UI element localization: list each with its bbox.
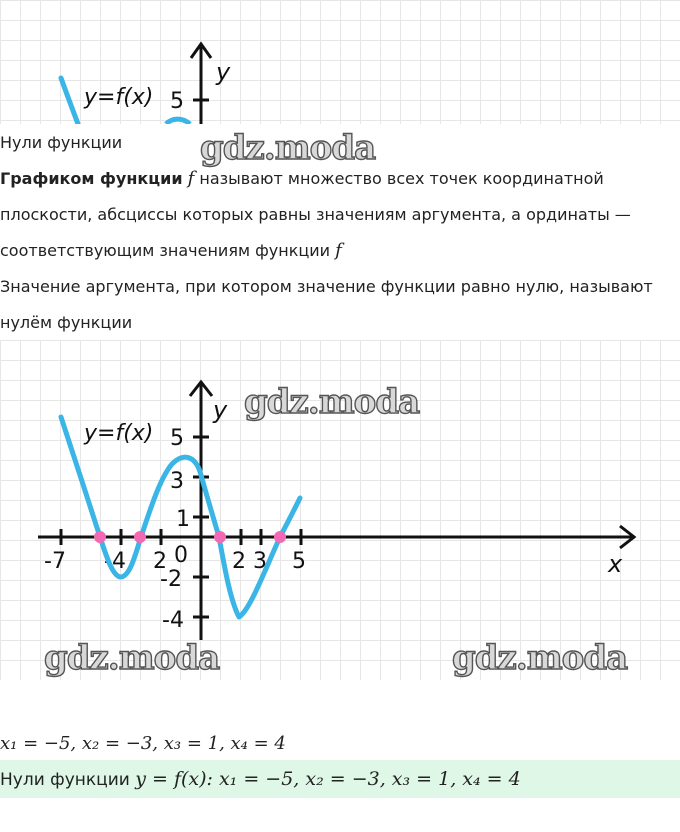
x-tick-label-minus-7: -7: [44, 549, 66, 574]
x-tick-label-2: 2: [232, 549, 246, 574]
answer-formula: y = f(x): x₁ = −5, x₂ = −3, x₃ = 1, x₄ = 4: [135, 768, 521, 790]
function-label: y=f(x): [84, 421, 154, 446]
y-axis-label: y: [213, 396, 228, 424]
zero-definition-line-1: Значение аргумента, при котором значение функции равно нулю, называют: [0, 277, 653, 296]
definition-line-3: [0, 233, 342, 269]
y-tick-label-minus-2: -2: [160, 567, 182, 592]
y-tick-label: 5: [170, 89, 184, 114]
y-axis-label: y: [216, 58, 231, 86]
y-tick-label-1: 1: [176, 507, 190, 532]
definition-line-3-text: соответствующим значениям функции: [0, 241, 331, 260]
zero-definition-line-2: нулём функции: [0, 313, 133, 332]
watermark: gdz.moda: [44, 638, 220, 678]
solution-formula: x₁ = −5, x₂ = −3, x₃ = 1, x₄ = 4: [0, 733, 286, 754]
x-tick-label-5: 5: [292, 549, 306, 574]
zero-point-3: [214, 531, 226, 543]
section-heading: Нули функции: [0, 133, 123, 152]
definition-line-1: [0, 161, 604, 197]
answer-label: Нули функции: [0, 770, 130, 790]
function-graph: [0, 340, 680, 680]
function-curve-peak: [166, 119, 190, 124]
function-curve: [61, 78, 78, 124]
y-tick-label-minus-4: -4: [162, 608, 184, 633]
x-tick-label-0: 0: [174, 543, 188, 568]
definition-bold: Графиком функции: [0, 169, 183, 188]
symbol-f-2: f: [335, 240, 342, 261]
zero-point-4: [274, 531, 286, 543]
watermark: gdz.moda: [452, 638, 628, 678]
x-axis-label: x: [608, 550, 623, 578]
graph-preview-svg: [0, 0, 680, 124]
watermark: gdz.moda: [244, 382, 420, 422]
y-tick-label-3: 3: [170, 469, 184, 494]
watermark: gdz.moda: [200, 128, 376, 168]
symbol-f: f: [187, 168, 195, 189]
answer-box: [0, 760, 680, 798]
x-tick-label-3: 3: [253, 549, 267, 574]
x-tick-label-2-left: 2: [153, 549, 167, 574]
zero-point-1: [94, 531, 106, 543]
answer-line: [0, 761, 521, 798]
graph-preview: [0, 0, 680, 124]
y-tick-label-5: 5: [170, 426, 184, 451]
definition-rest: называют множество всех точек координатной: [199, 169, 604, 188]
zero-point-2: [134, 531, 146, 543]
function-label: y=f(x): [84, 85, 154, 110]
definition-line-2: плоскости, абсциссы которых равны значениям аргумента, а ординаты —: [0, 205, 631, 224]
x-tick-label-minus-4: -4: [104, 549, 126, 574]
